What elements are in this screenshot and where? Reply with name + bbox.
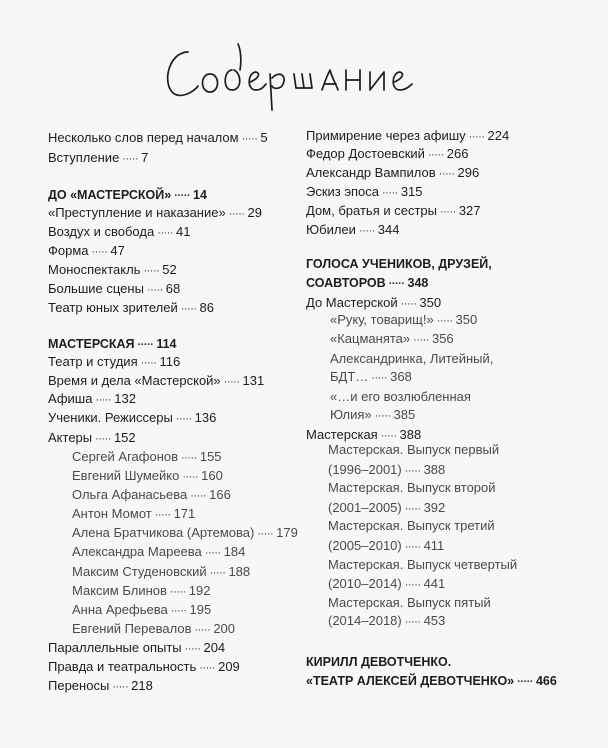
toc-entry-title: Мастерская. Выпуск четвертый [328,557,518,572]
toc-entry-title: Антон Момот [72,506,152,521]
dot-leader: ····· [140,357,157,369]
toc-entry-page: 132 [114,391,136,406]
left-toc-entry [72,506,195,523]
dot-leader: ····· [517,676,533,688]
dot-leader: ····· [439,206,456,218]
toc-entry-page: 152 [113,430,136,445]
left-toc-entry [48,678,153,695]
toc-entry-page: 315 [400,184,423,199]
left-toc-entry [48,659,240,676]
dot-leader: ····· [228,208,245,220]
toc-entry-title: Максим Блинов [72,583,167,598]
left-toc-entry [48,640,225,657]
toc-entry-title: ГОЛОСА УЧЕНИКОВ, ДРУЗЕЙ, [306,257,492,271]
toc-entry-title: Мастерская. Выпуск первый [328,442,500,457]
dot-leader: ····· [175,413,192,425]
toc-entry-page: 266 [446,146,469,161]
left-toc-entry [72,525,298,542]
toc-entry-page: 296 [457,165,480,180]
left-toc-entry [72,468,223,485]
left-toc-entry [72,583,210,600]
toc-entry-title: Мастерская. Выпуск пятый [328,595,491,610]
dot-leader: ····· [95,433,111,445]
left-toc-entry [48,130,268,147]
toc-entry-page: 116 [159,354,181,369]
toc-entry-title: Мастерская. Выпуск второй [328,480,496,495]
toc-entry-title: Максим Студеновский [72,564,207,579]
dot-leader: ····· [95,394,112,406]
right-toc-entry [306,128,509,145]
right-toc-entry [328,462,445,479]
toc-entry-title: (2001–2005) [328,500,402,515]
toc-entry-page: 179 [276,525,298,540]
dot-leader: ····· [371,372,388,384]
left-toc-entry [48,262,177,279]
dot-leader: ····· [382,187,398,199]
left-toc-entry [72,487,231,504]
right-toc-entry [306,184,423,201]
left-toc-entry [48,224,191,241]
left-toc-entry [48,391,136,408]
dot-leader: ····· [374,410,391,422]
right-toc-entry [328,538,444,555]
toc-entry-title: «Руку, товарищ!» [330,312,434,327]
toc-entry-title: Ученики. Режиссеры [48,410,173,425]
toc-entry-title: Эскиз эпоса [306,184,379,199]
toc-entry-title: Переносы [48,678,110,693]
left-toc-entry [72,621,235,638]
toc-entry-title: Моноспектакль [48,262,141,277]
toc-entry-title: Воздух и свобода [48,224,155,239]
toc-entry-title: Анна Арефьева [72,602,168,617]
toc-entry-page: 344 [377,222,400,237]
dot-leader: ····· [112,681,129,693]
right-toc-entry [328,613,445,630]
dot-leader: ····· [184,643,201,655]
toc-entry-page: 218 [131,678,153,693]
dot-leader: ····· [241,133,258,145]
left-toc-entry [72,602,211,619]
right-toc-entry [330,312,477,329]
dot-leader: ····· [204,547,221,559]
dot-leader: ····· [413,334,429,346]
toc-entry-title: КИРИЛЛ ДЕВОТЧЕНКО. [306,655,452,669]
dot-leader: ····· [146,284,163,296]
left-toc-entry [72,564,250,581]
toc-entry-title: Вступление [48,150,120,165]
left-toc-entry [48,336,177,353]
toc-entry-title: «…и его возлюбленная [330,389,471,404]
dot-leader: ····· [468,131,485,143]
dot-leader: ····· [154,509,171,521]
right-toc-entry [330,407,415,424]
toc-entry-title: «ТЕАТР АЛЕКСЕЙ ДЕВОТЧЕНКО» [306,674,515,688]
toc-entry-page: 350 [419,295,442,310]
toc-entry-page: 356 [431,331,454,346]
right-toc-entry [306,165,479,182]
toc-entry-title: Евгений Перевалов [72,621,192,636]
left-toc-entry [48,430,136,447]
toc-entry-title: Юлия» [330,407,372,422]
right-toc-entry [328,480,496,496]
toc-entry-page: 41 [176,224,191,239]
toc-entry-page: 224 [487,128,510,143]
toc-entry-title: Сергей Агафонов [72,449,179,464]
right-toc-entry [328,557,517,573]
toc-entry-page: 327 [458,203,481,218]
toc-entry-page: 209 [218,659,240,674]
dot-leader: ····· [180,303,197,315]
right-toc-entry [328,595,491,611]
right-toc-entry [306,295,441,312]
right-toc-entry [328,442,499,458]
toc-entry-page: 385 [393,407,416,422]
toc-entry-page: 200 [213,621,236,636]
dot-leader: ····· [194,624,211,636]
toc-entry-page: 155 [199,449,222,464]
right-toc-entry [306,673,557,690]
toc-entry-title: Актеры [48,430,93,445]
dot-leader: ····· [143,265,160,277]
toc-entry-title: Дом, братья и сестры [306,203,437,218]
right-toc-entry [306,256,492,272]
toc-entry-title: До Мастерской [306,295,398,310]
left-toc-entry [48,410,216,427]
toc-entry-page: 166 [209,487,231,502]
toc-entry-title: МАСТЕРСКАЯ [48,337,135,351]
toc-entry-title: (2014–2018) [328,613,402,628]
toc-entry-title: Александра Мареева [72,544,202,559]
toc-entry-title: Параллельные опыты [48,640,182,655]
dot-leader: ····· [404,541,421,553]
dot-leader: ····· [404,503,421,515]
toc-entry-page: 14 [193,188,207,202]
dot-leader: ····· [169,586,186,598]
right-toc-entry [306,275,428,292]
toc-entry-page: 52 [162,262,177,277]
dot-leader: ····· [137,339,154,351]
toc-entry-title: Несколько слов перед началом [48,130,239,145]
dot-leader: ····· [388,278,405,290]
left-toc-entry [48,243,125,260]
toc-entry-page: 47 [110,243,125,258]
left-toc-entry [48,300,214,317]
right-toc-entry [330,389,471,405]
toc-entry-page: 7 [141,150,149,165]
left-toc-entry [48,150,148,167]
right-toc-entry [328,500,445,517]
toc-entry-title: Ольга Афанасьева [72,487,188,502]
left-toc-entry [48,354,180,371]
dot-leader: ····· [427,149,444,161]
dot-leader: ····· [199,662,216,674]
toc-entry-title: Большие сцены [48,281,144,296]
right-toc-entry [306,654,451,670]
toc-entry-page: 68 [165,281,181,296]
toc-entry-page: 188 [228,564,251,579]
right-toc-entry [306,203,481,220]
toc-entry-page: 192 [188,583,211,598]
toc-entry-page: 350 [455,312,478,327]
dot-leader: ····· [380,430,397,442]
left-toc-entry [72,449,222,466]
dot-leader: ····· [223,376,240,388]
right-toc-entry [306,222,399,239]
dot-leader: ····· [436,315,453,327]
dot-leader: ····· [400,298,417,310]
right-toc-entry [328,576,445,593]
right-toc-entry [330,331,454,348]
dot-leader: ····· [157,227,174,239]
dot-leader: ····· [404,465,421,477]
toc-entry-title: Мастерская [306,427,378,442]
toc-entry-title: (2005–2010) [328,538,402,553]
toc-entry-title: Мастерская. Выпуск третий [328,518,495,533]
toc-entry-title: Афиша [48,391,93,406]
toc-entry-title: Александринка, Литейный, [330,351,494,366]
dot-leader: ····· [358,225,375,237]
toc-entry-page: 195 [189,602,212,617]
toc-entry-title: Примирение через афишу [306,128,466,143]
toc-entry-title: «Кацманята» [330,331,411,346]
toc-entry-page: 411 [423,538,445,553]
dot-leader: ····· [257,528,274,540]
toc-entry-title: Правда и театральность [48,659,197,674]
right-toc-entry [330,369,412,386]
handwritten-title-image [150,30,470,120]
toc-entry-page: 388 [399,427,422,442]
toc-entry-page: 171 [173,506,196,521]
toc-entry-title: Время и дела «Мастерской» [48,373,221,388]
toc-entry-page: 136 [194,410,217,425]
right-toc-entry [328,518,495,534]
toc-entry-title: Форма [48,243,89,258]
toc-entry-title: Театр и студия [48,354,138,369]
dot-leader: ····· [190,490,207,502]
right-toc-entry [330,351,493,367]
dot-leader: ····· [182,471,199,483]
toc-entry-page: 131 [242,373,265,388]
page-title [150,30,470,120]
toc-entry-page: 114 [156,337,177,351]
toc-entry-page: 441 [423,576,446,591]
toc-entry-page: 160 [201,468,223,483]
toc-entry-title: (2010–2014) [328,576,402,591]
toc-entry-title: БДТ… [330,369,369,384]
toc-entry-title: (1996–2001) [328,462,402,477]
toc-entry-title: Александр Вампилов [306,165,436,180]
left-toc-entry [48,187,207,204]
left-toc-entry [48,373,264,390]
toc-entry-page: 466 [535,674,557,688]
toc-entry-page: 184 [223,544,246,559]
dot-leader: ····· [181,452,197,464]
dot-leader: ····· [91,246,108,258]
toc-entry-page: 204 [203,640,226,655]
left-toc-entry [72,544,245,561]
toc-entry-page: 453 [423,613,446,628]
toc-entry-title: «Преступление и наказание» [48,205,226,220]
toc-entry-page: 5 [260,130,268,145]
dot-leader: ····· [170,605,187,617]
toc-entry-page: 348 [407,276,429,290]
dot-leader: ····· [404,616,421,628]
toc-entry-title: Юбилеи [306,222,356,237]
dot-leader: ····· [122,153,139,165]
toc-entry-page: 86 [199,300,214,315]
toc-entry-title: ДО «МАСТЕРСКОЙ» [48,188,172,202]
toc-entry-title: Евгений Шумейко [72,468,180,483]
toc-entry-page: 368 [390,369,412,384]
right-toc-entry [306,146,468,163]
toc-entry-title: Театр юных зрителей [48,300,178,315]
toc-entry-title: Федор Достоевский [306,146,425,161]
left-toc-entry [48,205,262,222]
toc-entry-page: 388 [423,462,446,477]
toc-entry-title: СОАВТОРОВ [306,276,386,290]
dot-leader: ····· [438,168,455,180]
toc-entry-page: 392 [423,500,446,515]
dot-leader: ····· [404,579,421,591]
toc-entry-page: 29 [247,205,262,220]
toc-entry-title: Алена Братчикова (Артемова) [72,525,255,540]
dot-leader: ····· [174,190,191,202]
dot-leader: ····· [209,567,226,579]
left-toc-entry [48,281,180,298]
